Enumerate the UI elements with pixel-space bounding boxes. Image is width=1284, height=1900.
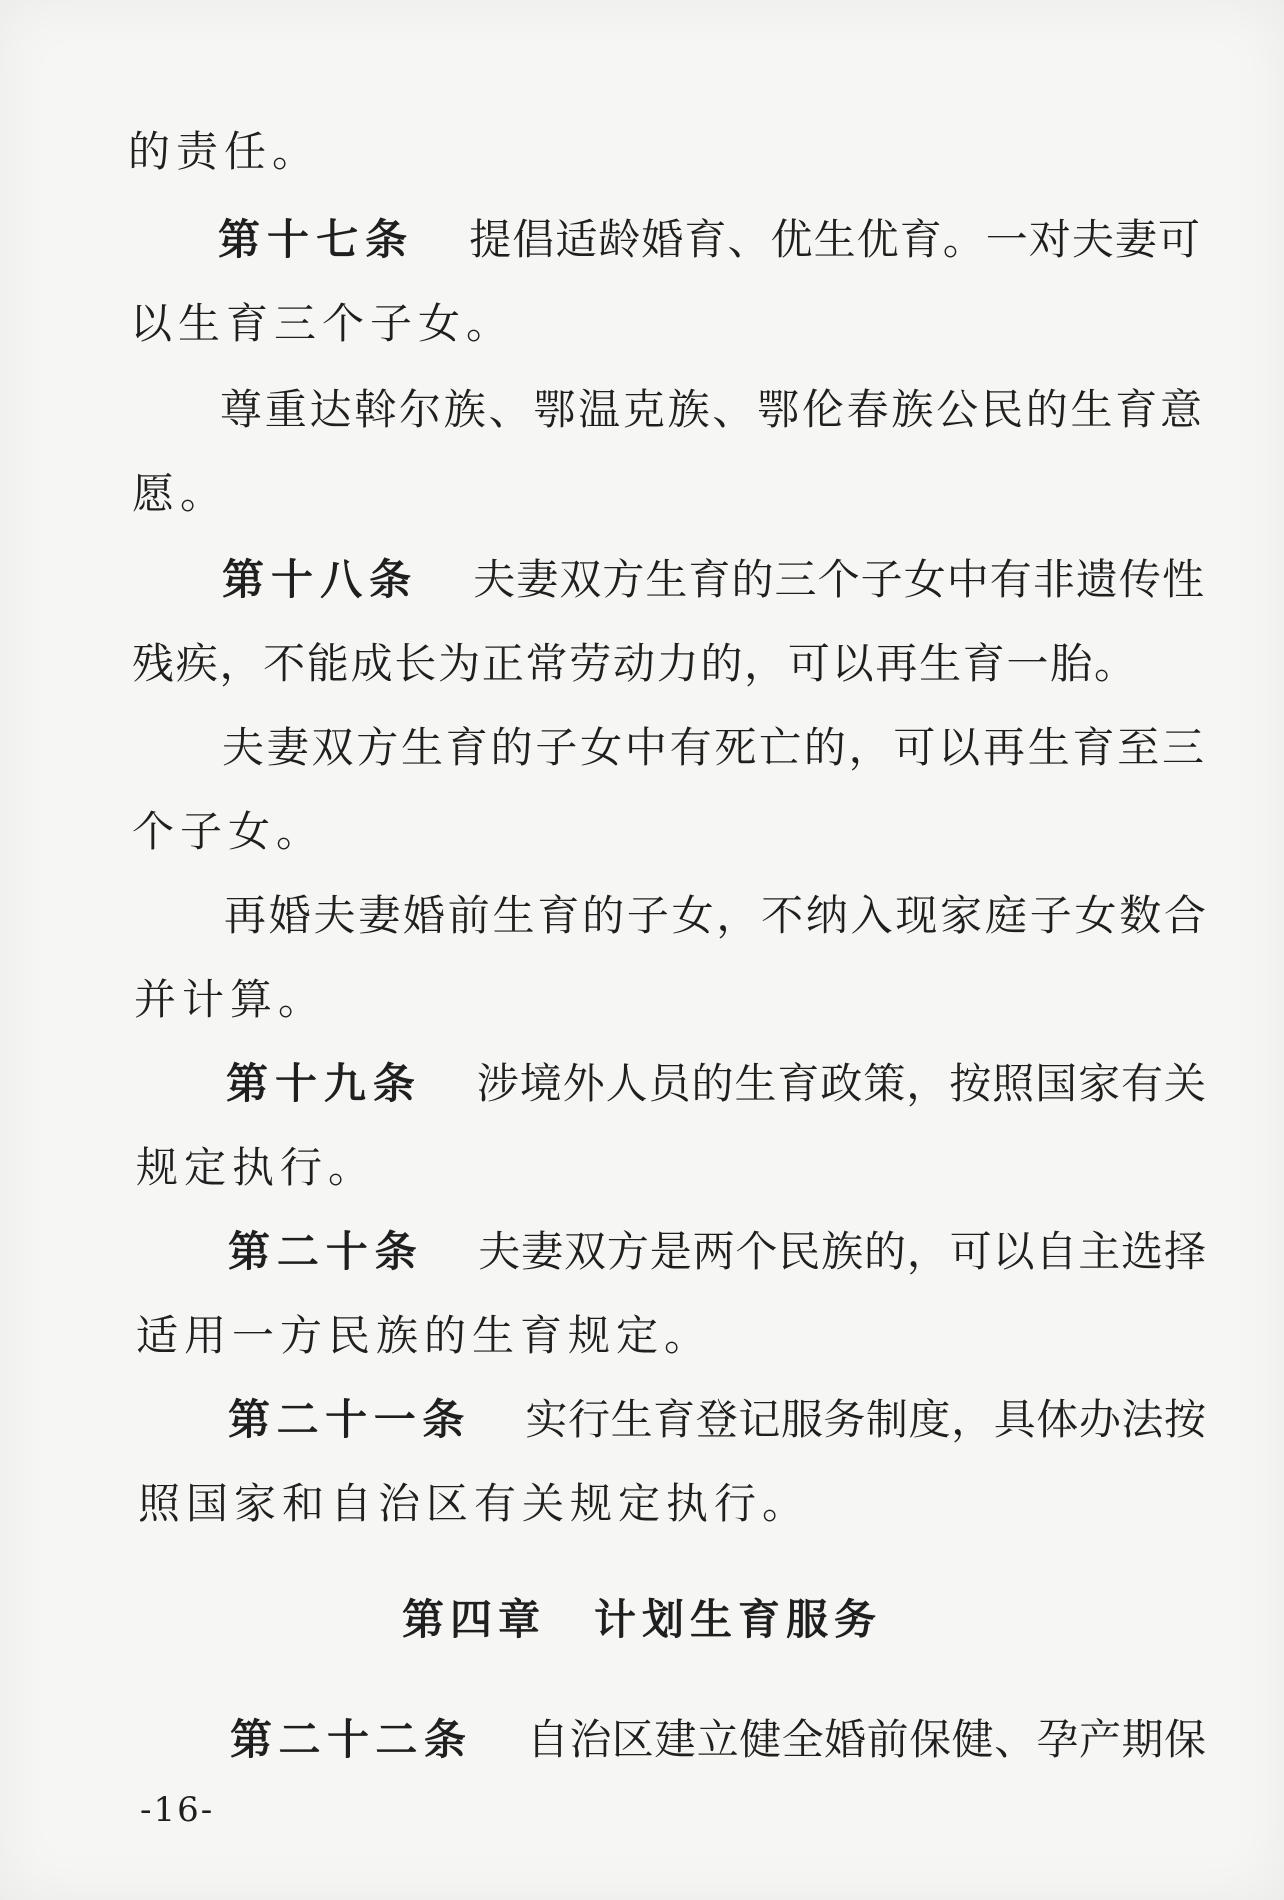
article-text: 夫妻双方是两个民族的，可以自主选择 [477,1227,1206,1276]
article-text: 提倡适龄婚育、优生优育。一对夫妻可 [468,215,1200,264]
chapter-title: 计划生育服务 [594,1595,883,1644]
article-heading: 第十七条 [218,215,415,264]
article-19-line-1 [226,1058,1206,1110]
chapter-number: 第四章 [401,1595,546,1644]
paragraph-line: 夫妻双方生育的子女中有死亡的，可以再生育至三 [222,723,1204,772]
paragraph-line: 个子女。 [132,807,325,856]
article-text: 实行生育登记服务制度，具体办法按 [524,1395,1206,1444]
article-17-line-1 [218,214,1200,266]
chapter-heading [0,1594,1284,1646]
article-heading: 第二十二条 [230,1715,473,1764]
article-18-line-1 [222,554,1204,606]
text-line: 的责任。 [128,127,321,176]
article-21-line-1 [228,1394,1206,1446]
article-17-line-2: 以生育三个子女。 [130,299,515,348]
paragraph-line: 残疾，不能成长为正常劳动力的，可以再生育一胎。 [132,639,1136,688]
paragraph-line: 照国家和自治区有关规定执行。 [138,1479,811,1528]
paragraph-line: 并计算。 [134,975,327,1024]
article-heading: 第二十一条 [228,1395,471,1444]
article-22-line-1 [230,1714,1206,1766]
article-heading: 第十九条 [226,1059,422,1108]
paragraph-line: 适用一方民族的生育规定。 [136,1311,713,1360]
article-text: 涉境外人员的生育政策，按照国家有关 [475,1059,1206,1108]
paragraph-line: 规定执行。 [136,1143,377,1192]
page-number: -16- [140,1790,215,1830]
article-text: 夫妻双方生育的三个子女中有非遗传性 [472,555,1204,604]
paragraph-line: 尊重达斡尔族、鄂温克族、鄂伦春族公民的生育意 [220,385,1202,434]
article-text: 自治区建立健全婚前保健、孕产期保 [526,1715,1206,1764]
article-20-line-1 [228,1226,1206,1278]
paragraph-line: 愿。 [132,469,229,518]
article-heading: 第十八条 [222,555,419,604]
article-heading: 第二十条 [228,1227,424,1276]
paragraph-line: 再婚夫妻婚前生育的子女，不纳入现家庭子女数合 [224,891,1206,940]
